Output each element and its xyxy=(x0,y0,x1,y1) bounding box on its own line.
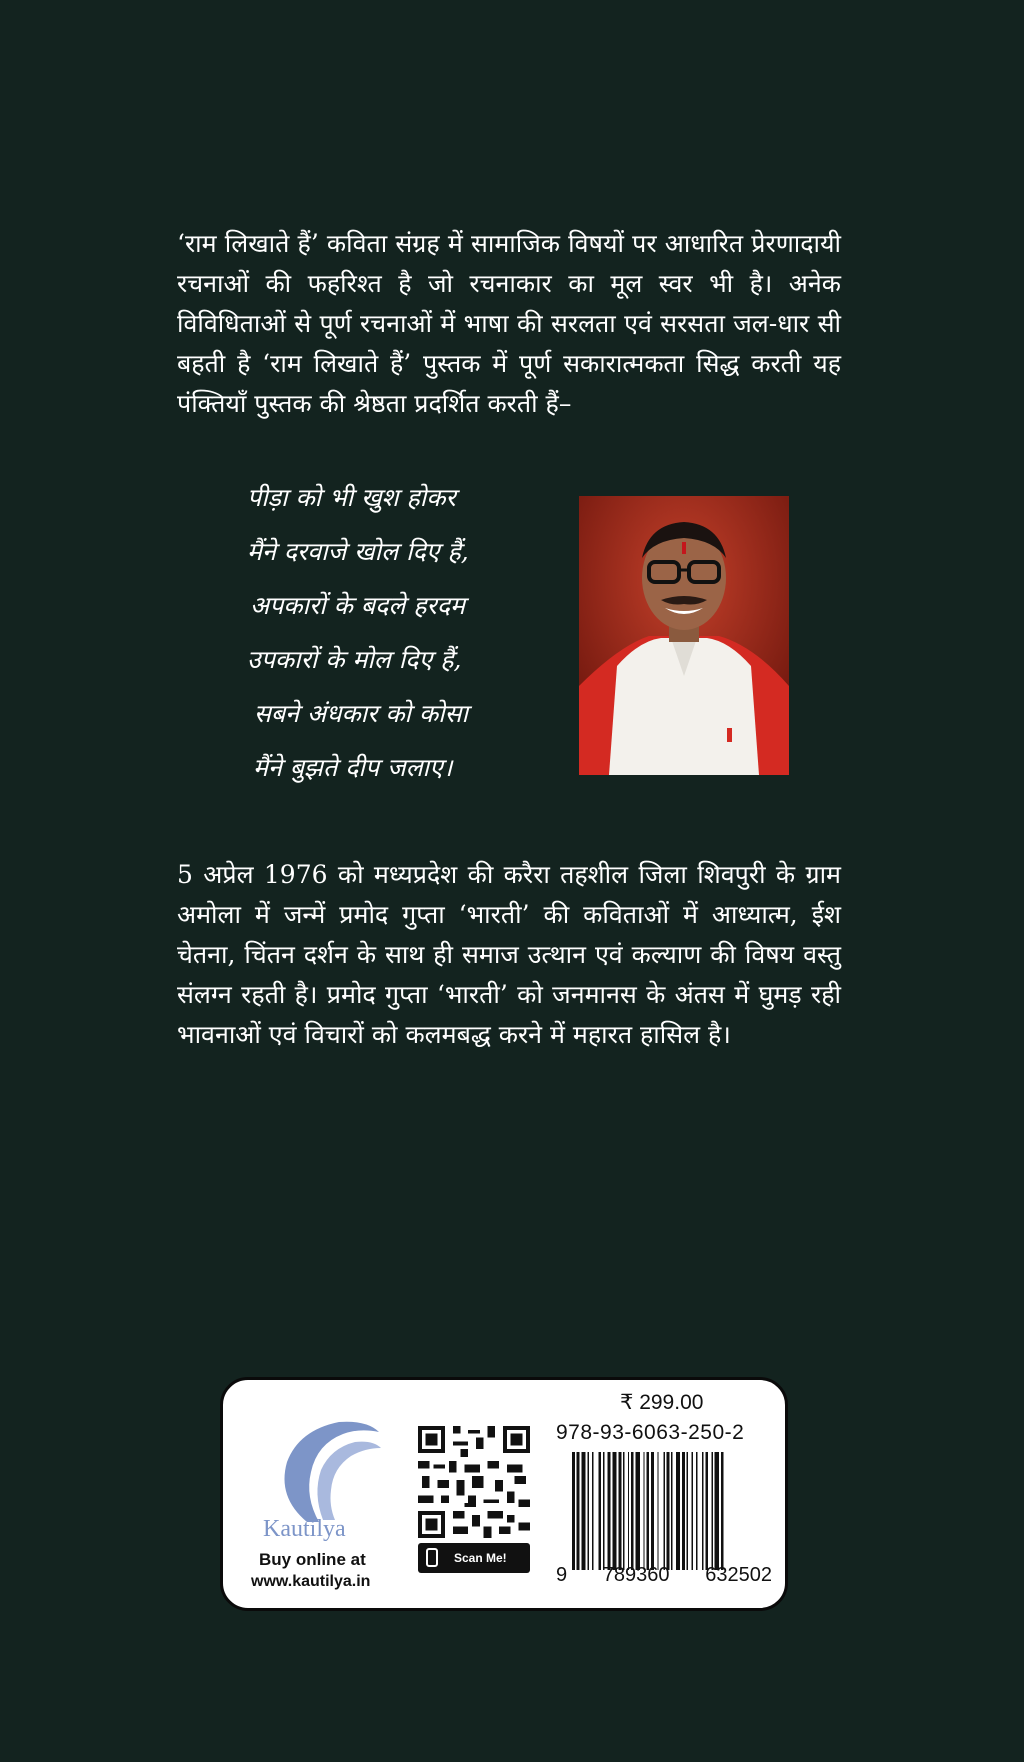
barcode-bar xyxy=(619,1452,622,1570)
barcode-bar xyxy=(702,1452,703,1570)
barcode-group-1: 789360 xyxy=(602,1564,670,1586)
poem-line: मैंने बुझते दीप जलाए। xyxy=(253,753,453,782)
barcode-bar xyxy=(643,1452,644,1570)
barcode-bar xyxy=(581,1452,585,1570)
barcode-bar xyxy=(651,1452,654,1570)
barcode-bar xyxy=(676,1452,680,1570)
intro-paragraph: ‘राम लिखाते हैं’ कविता संग्रह में सामाजिक विषयों पर आधारित प्रेरणादायी रचनाओं की फहरिश्त है जो रचनाकार का मूल स्वर भी है। अनेक विविधिताओं से पूर्ण रचनाओं में भाषा की सरलता एवं सरसता जल-धार सी बहती है ‘राम लिखाते हैं’ पुस्तक में पूर्ण सकारात्मकता सिद्ध करती यह पंक्तियाँ पुस्तक की श्रेष्ठता प्रदर्शित करती हैं– xyxy=(177,229,841,418)
barcode-bar xyxy=(592,1452,593,1570)
barcode-bar xyxy=(577,1452,580,1570)
buy-online-label: Buy online at xyxy=(259,1550,366,1569)
isbn-number: 978-93-6063-250-2 xyxy=(556,1421,745,1444)
barcode-bar xyxy=(657,1452,658,1570)
barcode-bar xyxy=(646,1452,649,1570)
publisher-name: Kautilya xyxy=(263,1516,346,1542)
barcode-bar xyxy=(636,1452,640,1570)
barcode-bar xyxy=(715,1452,719,1570)
author-bio-paragraph: 5 अप्रेल 1976 को मध्यप्रदेश की करैरा तहशील जिला शिवपुरी के ग्राम अमोला में जन्में प्रमोद गुप्ता ‘भारती’ की कविताओं में आध्यात्म, ईश चेतना, चिंतन दर्शन के साथ ही समाज उत्थान एवं कल्याण की विषय वस्तु संलग्न रहती है। प्रमोद गुप्ता ‘भारती’ को जनमानस के अंतस में घुमड़ रही भावनाओं एवं विचारों को कलमबद्ध करने में महारत हासिल है। xyxy=(177,860,841,1049)
barcode-bar xyxy=(628,1452,629,1570)
barcode-bar xyxy=(687,1452,688,1570)
barcode-bar xyxy=(671,1452,672,1570)
scan-me-button[interactable]: Scan Me! xyxy=(418,1543,530,1573)
phone-icon xyxy=(426,1548,438,1567)
barcode-lead-digit: 9 xyxy=(556,1564,568,1586)
poem-line: अपकारों के बदले हरदम xyxy=(250,591,465,620)
isbn-barcode xyxy=(570,1452,769,1570)
author-photo xyxy=(579,496,789,775)
barcode-digits xyxy=(556,1564,772,1587)
barcode-bar xyxy=(663,1452,664,1570)
poem-line: मैंने दरवाजे खोल दिए हैं, xyxy=(247,537,469,566)
barcode-bar xyxy=(705,1452,708,1570)
barcode-bar xyxy=(572,1452,575,1570)
barcode-bar xyxy=(598,1452,601,1570)
qr-code[interactable] xyxy=(418,1426,530,1538)
barcode-bar xyxy=(603,1452,604,1570)
poem-line: सबने अंधकार को कोसा xyxy=(254,699,468,728)
barcode-group-2: 632502 xyxy=(705,1564,772,1586)
barcode-bar xyxy=(623,1452,624,1570)
barcode-bar xyxy=(712,1452,713,1570)
poem-line: उपकारों के मोल दिए हैं, xyxy=(247,645,462,674)
poem-line: पीड़ा को भी खुश होकर xyxy=(247,483,456,512)
publisher-website-link[interactable]: www.kautilya.in xyxy=(251,1573,371,1590)
barcode-bar xyxy=(721,1452,724,1570)
barcode-bar xyxy=(667,1452,670,1570)
barcode-bar xyxy=(682,1452,685,1570)
barcode-bar xyxy=(612,1452,616,1570)
barcode-bar xyxy=(588,1452,589,1570)
book-price: ₹ 299.00 xyxy=(620,1391,704,1414)
barcode-bar xyxy=(631,1452,634,1570)
publisher-info-box xyxy=(220,1377,788,1611)
barcode-bar xyxy=(696,1452,697,1570)
barcode-bar xyxy=(691,1452,692,1570)
barcode-bar xyxy=(608,1452,611,1570)
